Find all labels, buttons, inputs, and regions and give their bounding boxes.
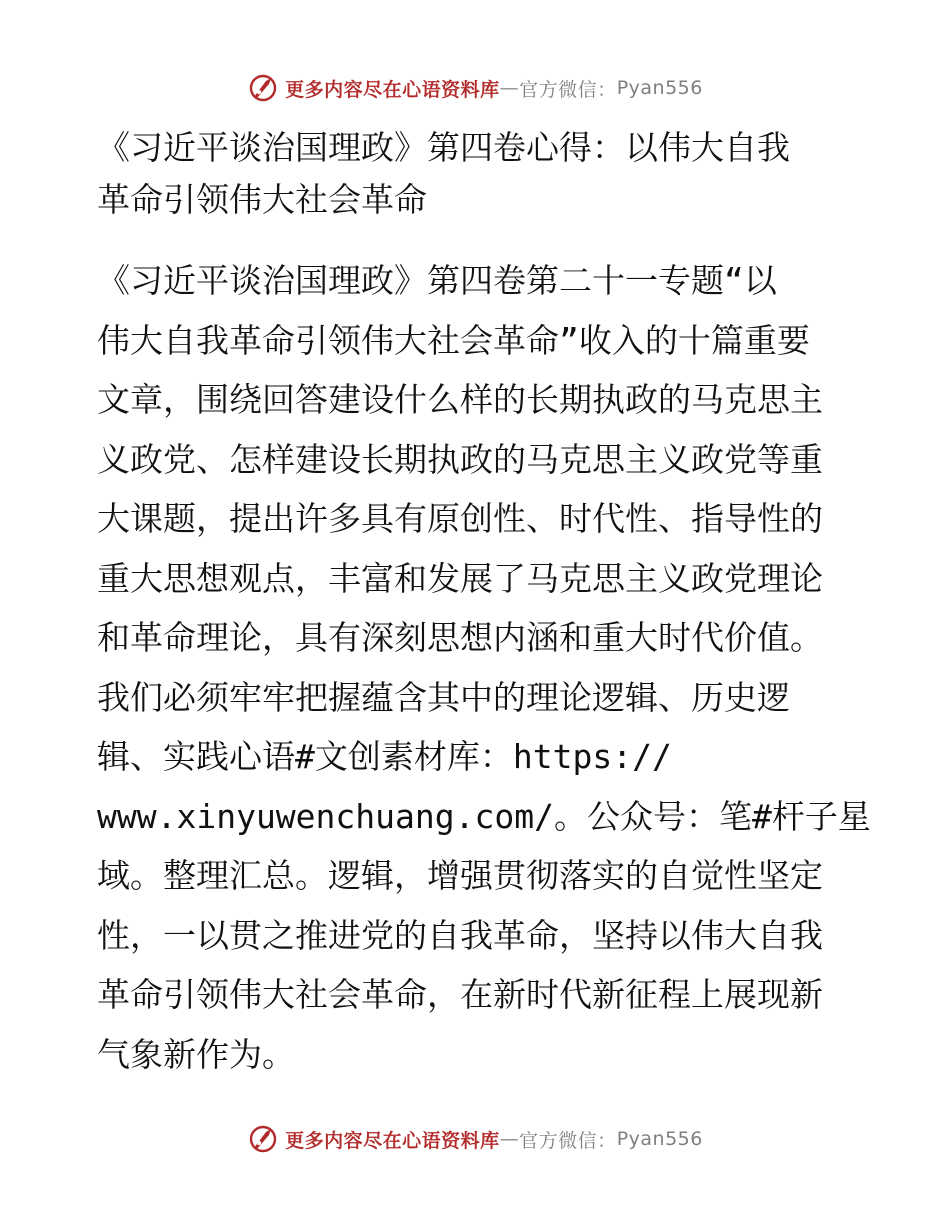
quill-pen-circle-icon [247, 72, 279, 104]
header-banner [0, 68, 950, 108]
body-line: 气象新作为。 [97, 1034, 295, 1074]
body-line: 革命引领伟大社会革命，在新时代新征程上展现新 [97, 975, 823, 1014]
body-line: 义政党、怎样建设长期执政的马克思主义政党等重 [97, 439, 823, 479]
quill-pen-circle-icon [247, 1123, 279, 1155]
body-line: 文章，围绕回答建设什么样的长期执政的马克思主 [97, 380, 823, 419]
footer-banner [0, 1119, 950, 1159]
document-title [97, 122, 857, 226]
document-body [97, 251, 871, 1084]
banner-wechat-id: Pyan556 [616, 1128, 703, 1150]
body-line: 大课题，提出许多具有原创性、时代性、指导性的 [97, 499, 823, 538]
body-line: 域。整理汇总。逻辑，增强贯彻落实的自觉性坚定 [97, 856, 823, 895]
banner-separator: — [499, 77, 520, 99]
banner-wechat-id: Pyan556 [616, 77, 703, 99]
banner-wechat-label: 官方微信： [519, 78, 617, 101]
body-line: 重大思想观点，丰富和发展了马克思主义政党理论 [97, 558, 823, 598]
banner-separator: — [499, 1128, 520, 1150]
banner-brand-text: 更多内容尽在心语资料库 [285, 1129, 500, 1152]
body-line: 性，一以贯之推进党的自我革命，坚持以伟大自我 [97, 915, 823, 955]
body-line: 《习近平谈治国理政》第四卷第二十一专题“以 [97, 261, 777, 300]
title-line: 革命引领伟大社会革命 [97, 180, 427, 219]
banner-wechat-label: 官方微信： [519, 1129, 617, 1152]
title-line: 《习近平谈治国理政》第四卷心得：以伟大自我 [97, 128, 790, 167]
banner-brand-text: 更多内容尽在心语资料库 [285, 78, 500, 101]
body-line: www.xinyuwenchuang.com/。公众号：笔#杆子星 [97, 796, 871, 836]
body-line: 和革命理论，具有深刻思想内涵和重大时代价值。 [97, 618, 823, 657]
body-line: 辑、实践心语#文创素材库：https:// [97, 737, 672, 776]
body-line: 我们必须牢牢把握蕴含其中的理论逻辑、历史逻 [97, 677, 790, 717]
body-line: 伟大自我革命引领伟大社会革命”收入的十篇重要 [97, 320, 810, 360]
